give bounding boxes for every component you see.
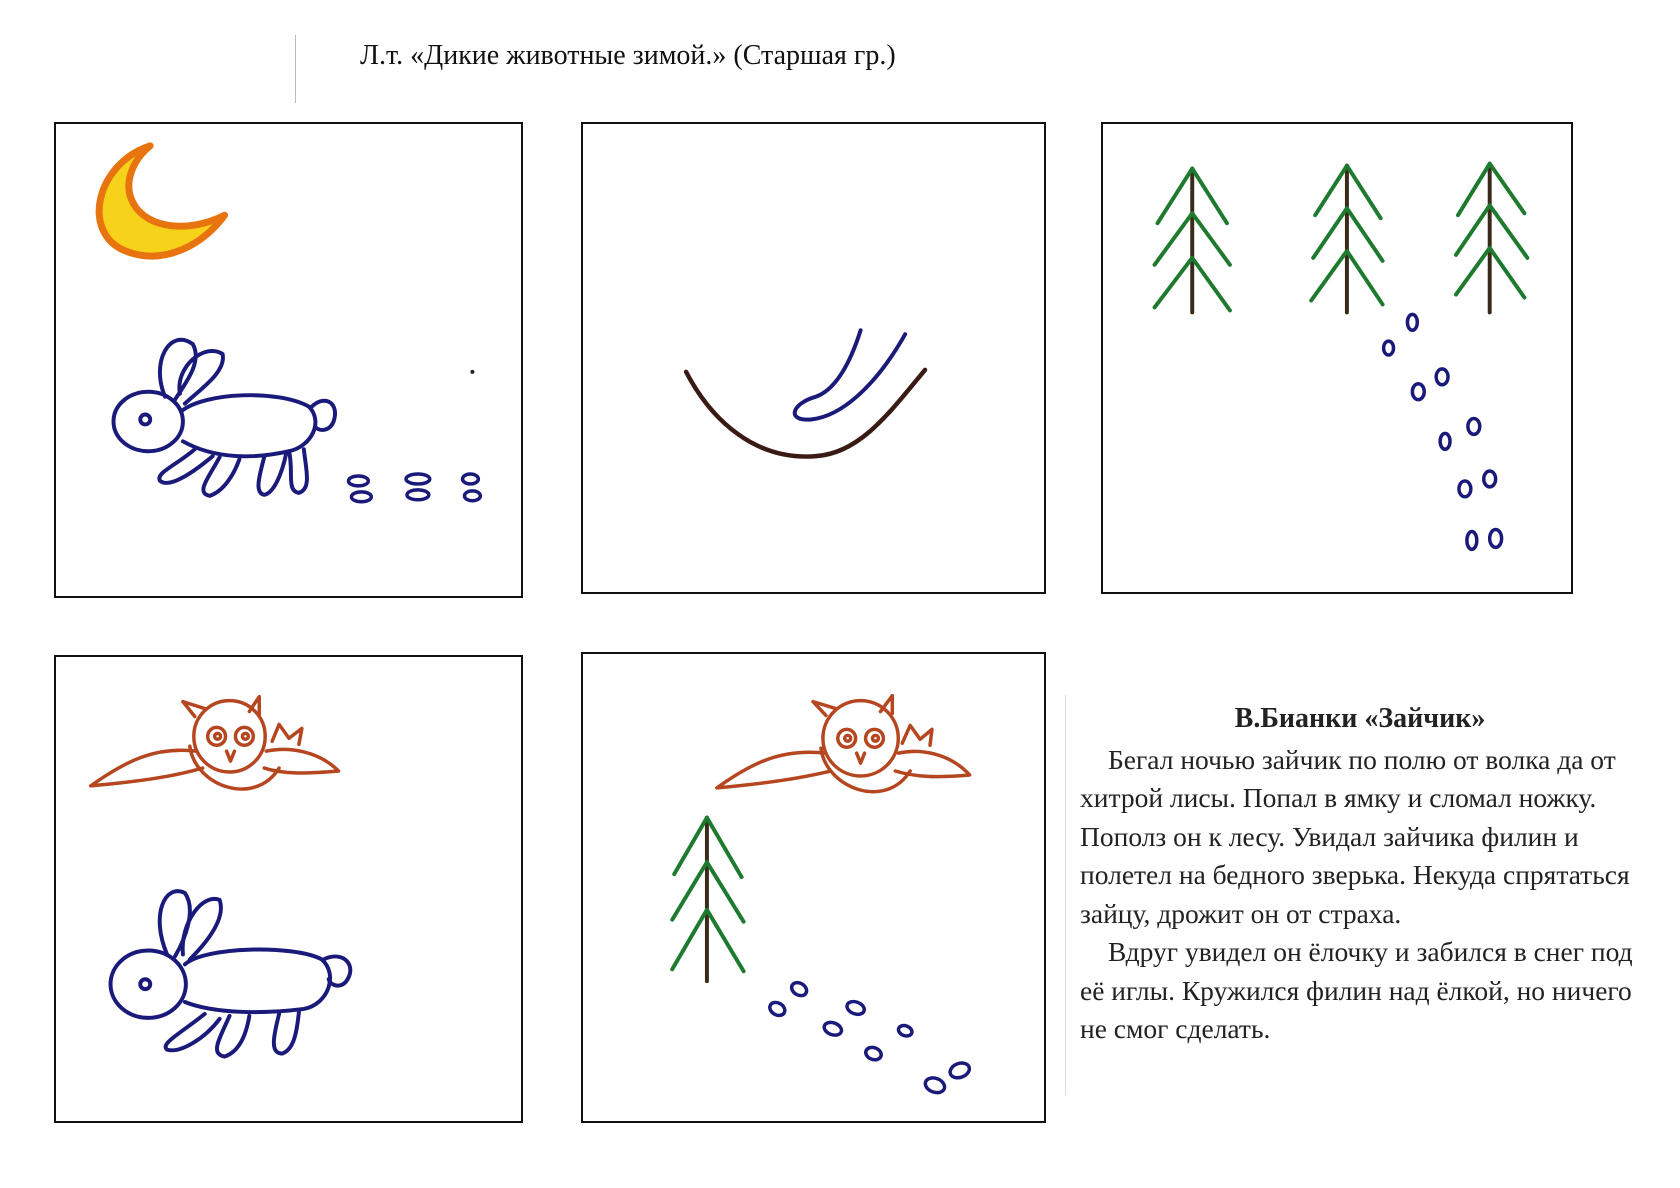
spruce-icon [1311,166,1382,313]
hare-tracks [1384,314,1502,549]
spruce-icon [1456,164,1527,313]
panel-moon-hare [54,122,523,598]
story-divider [1065,695,1066,1095]
story-paragraph-1: Бегал ночью зайчик по полю от волка да от хитрой лисы. Попал в ямку и сломал ножку. Пополз он к лесу. Увидал зайчика филин и полетел на бедного зверька. Некуда спрятаться зайцу, дрожит он от страха. [1080,743,1630,929]
hare-tracks [767,980,971,1095]
margin-line [295,35,296,103]
moon-hare-drawing [56,124,521,596]
hare-icon [111,891,351,1056]
owl-icon [717,696,970,792]
owl-hare-drawing [56,657,521,1121]
page-title: Л.т. «Дикие животные зимой.» (Старшая гр.) [360,40,896,71]
story-block [1080,700,1640,1049]
pit-icon [686,370,925,457]
story-title: В.Бианки «Зайчик» [1234,703,1486,734]
spruce-icon [1155,169,1230,313]
panel-owl-hare [54,655,523,1123]
hare-tracks [348,474,480,502]
leg-icon [795,330,905,419]
panel-pit [581,122,1046,594]
pit-drawing [583,124,1044,592]
panel-forest [1101,122,1573,594]
panel-owl-spruce [581,652,1046,1123]
owl-spruce-drawing [583,654,1044,1121]
moon-icon [99,146,224,256]
story-paragraph-2: Вдруг увидел он ёлочку и забился в снег под её иглы. Кружился филин над ёлкой, но ничего не смог сделать. [1080,936,1633,1044]
hare-icon [114,340,336,496]
owl-icon [91,697,339,789]
forest-drawing [1103,124,1571,592]
spruce-icon [672,818,743,982]
